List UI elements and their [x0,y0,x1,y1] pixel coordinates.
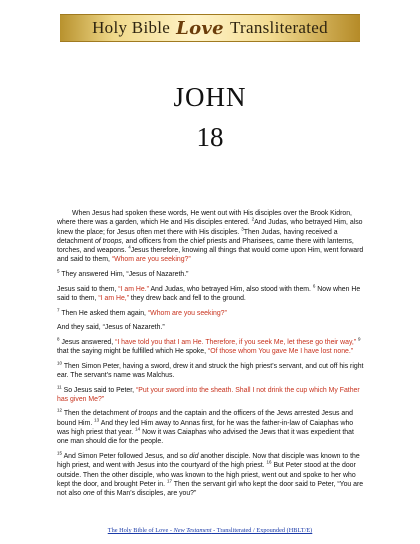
verse-italic: one [83,490,95,498]
verse-text: Then the detachment [63,410,131,418]
verse-number: 5 [57,268,60,274]
words-of-jesus: “I am He,” [98,294,130,302]
paragraph [57,323,364,332]
chapter-number: 18 [196,122,224,152]
verse-number: 3 [241,226,244,232]
verse-number: 16 [266,459,272,465]
footer-link[interactable] [0,527,420,534]
verse-text: Jesus said to them, [57,285,119,293]
paragraph [57,452,364,498]
paragraph [57,285,364,304]
verse-text: and the captain and the officers of the Jews arrested Jesus and bound Him. [57,410,353,427]
verse-text: of this Man’s disciples, are you?” [94,490,197,498]
banner-title-left: Holy Bible [92,18,171,37]
words-of-jesus: “I have told you that I am He. Therefore, if you seek Me, let these go their way,” [115,338,357,346]
paragraph [57,209,364,265]
book-title: JOHN [173,82,247,112]
verse-number: 6 [312,283,316,289]
verse-text: And Judas, who betrayed Him, also knew the place; for Jesus often met there with His disciples. [57,219,363,236]
verse-text: Then Simon Peter, having a sword, drew it and struck the high priest’s servant, and cut off his right ear. The servant’s name was Malchus. [57,362,364,379]
words-of-jesus: “Whom are you seeking?” [111,256,191,264]
verse-text: And they led Him away to Annas first, for he was the father-in-law of Caiaphas who was high priest that year. [57,419,354,437]
verse-text: And Judas, who betrayed Him, also stood with them. [148,285,313,293]
verse-text: and officers from the chief priests and Pharisees, came there with lanterns, torches, and weapons. [57,237,354,255]
banner-title-love: Love [176,17,224,39]
verse-italic: did [189,452,199,460]
words-of-jesus: “Put your sword into the sheath. Shall I not drink the cup which My Father has given Me?” [57,386,360,403]
paragraph [57,386,364,405]
words-of-jesus: “I am He.” [118,285,149,293]
verse-text: And they said, “Jesus of Nazareth.” [57,324,165,332]
verse-number: 11 [57,384,62,390]
footer-text: - Transliterated / Expounded (HBLT/E) [211,527,313,534]
banner-title-right: Transliterated [229,18,328,37]
verse-number: 14 [135,426,141,432]
paragraph [57,362,364,381]
verse-text: another disciple. Now that disciple was known to the high priest, and went with Jesus into the courtyard of the high priest. [57,452,360,470]
chapter-text [57,209,364,504]
verse-text: Now it was Caiaphas who advised the Jews that it was expedient that one man should die for the people. [57,429,354,446]
verse-number: 4 [128,244,131,250]
verse-number: 17 [166,478,172,484]
paragraph [57,270,364,279]
verse-text: Then He asked them again, [61,309,148,317]
footer-text: The Holy Bible of Love - [107,527,174,534]
verse-text: Jesus answered, [61,338,116,346]
verse-number: 12 [57,408,63,414]
verse-text: They answered Him, “Jesus of Nazareth.” [61,271,189,279]
verse-text: And Simon Peter followed Jesus, and so [63,452,190,460]
verse-number: 8 [57,336,60,342]
paragraph [57,409,364,446]
verse-number: 15 [57,450,63,456]
verse-number: 13 [94,417,100,423]
words-of-jesus: “Whom are you seeking?” [147,309,227,317]
verse-text: But Peter stood at the door outside. Then the other disciple, who was known to the high priest, went out and spoke to her who kept the door, and brought Peter in. [57,462,356,488]
verse-italic: of troops, [94,237,124,245]
verse-text: that the saying might be fulfilled which He spoke, [57,348,208,356]
verse-text: So Jesus said to Peter, [63,386,136,394]
verse-text: When Jesus had spoken these words, He went out with His disciples over the Brook Kidron, where there was a garden, which He and His disciples entered. [57,210,352,227]
paragraph [57,338,364,357]
footer-italic: New Testament [173,527,212,534]
verse-text: they drew back and fell to the ground. [129,294,246,302]
verse-number: 2 [251,217,255,222]
verse-text: Jesus therefore, knowing all things that would come upon Him, went forward and said to them, [57,247,364,264]
words-of-jesus: “Of those whom You gave Me I have lost none.” [207,348,354,356]
header-banner [60,14,360,42]
paragraph [57,309,364,318]
verse-text: Then Judas, having received a detachment [57,228,338,245]
verse-italic: of troops [130,410,158,418]
verse-text: Now when He said to them, [57,285,361,302]
verse-number: 9 [358,336,361,342]
verse-number: 7 [57,307,60,313]
verse-text: Then the servant girl who kept the door said to Peter, “You are not also [57,480,364,498]
verse-number: 10 [57,360,63,366]
